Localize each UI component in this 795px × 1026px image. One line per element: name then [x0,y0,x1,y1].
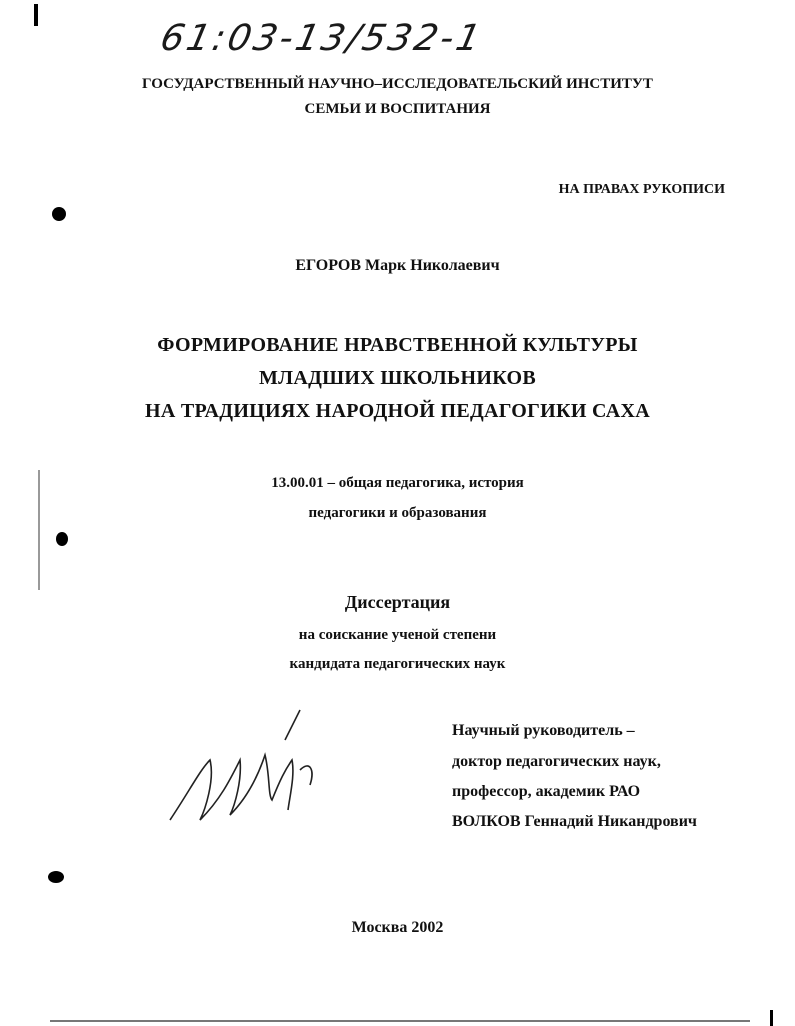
scan-dot-3 [48,871,64,883]
scan-line-bottom [50,1020,750,1022]
supervisor-line-3: профессор, академик РАО [452,783,641,800]
institution-line-2: СЕМЬИ И ВОСПИТАНИЯ [304,101,491,117]
author-name: ЕГОРОВ Марк Николаевич [295,257,500,274]
degree-line-2: кандидата педагогических наук [289,656,506,672]
rights-label: НА ПРАВАХ РУКОПИСИ [558,182,725,197]
scan-line-right [770,1010,773,1026]
city-year: Москва 2002 [351,919,444,936]
title-line-1: ФОРМИРОВАНИЕ НРАВСТВЕННОЙ КУЛЬТУРЫ [157,334,638,356]
title-line-2: МЛАДШИХ ШКОЛЬНИКОВ [258,367,536,389]
supervisor-line-4: ВОЛКОВ Геннадий Никандрович [452,813,697,830]
title-line-3: НА ТРАДИЦИЯХ НАРОДНОЙ ПЕДАГОГИКИ САХА [145,400,650,422]
scan-dot-2 [56,532,68,546]
scan-dot-1 [52,207,66,221]
archive-number: 61:03-13/532-1 [156,18,487,59]
degree-line-1: на соискание ученой степени [298,627,497,643]
scan-mark-top [34,4,38,26]
specialty-line-2: педагогики и образования [308,505,487,521]
institution-line-1: ГОСУДАРСТВЕННЫЙ НАУЧНО–ИССЛЕДОВАТЕЛЬСКИЙ ИНСТИТУТ [142,76,653,92]
specialty-line-1: 13.00.01 – общая педагогика, история [271,475,524,491]
degree-heading: Диссертация [344,592,451,612]
signature [160,700,330,840]
supervisor-line-1: Научный руководитель – [452,722,635,739]
supervisor-line-2: доктор педагогических наук, [452,753,661,770]
